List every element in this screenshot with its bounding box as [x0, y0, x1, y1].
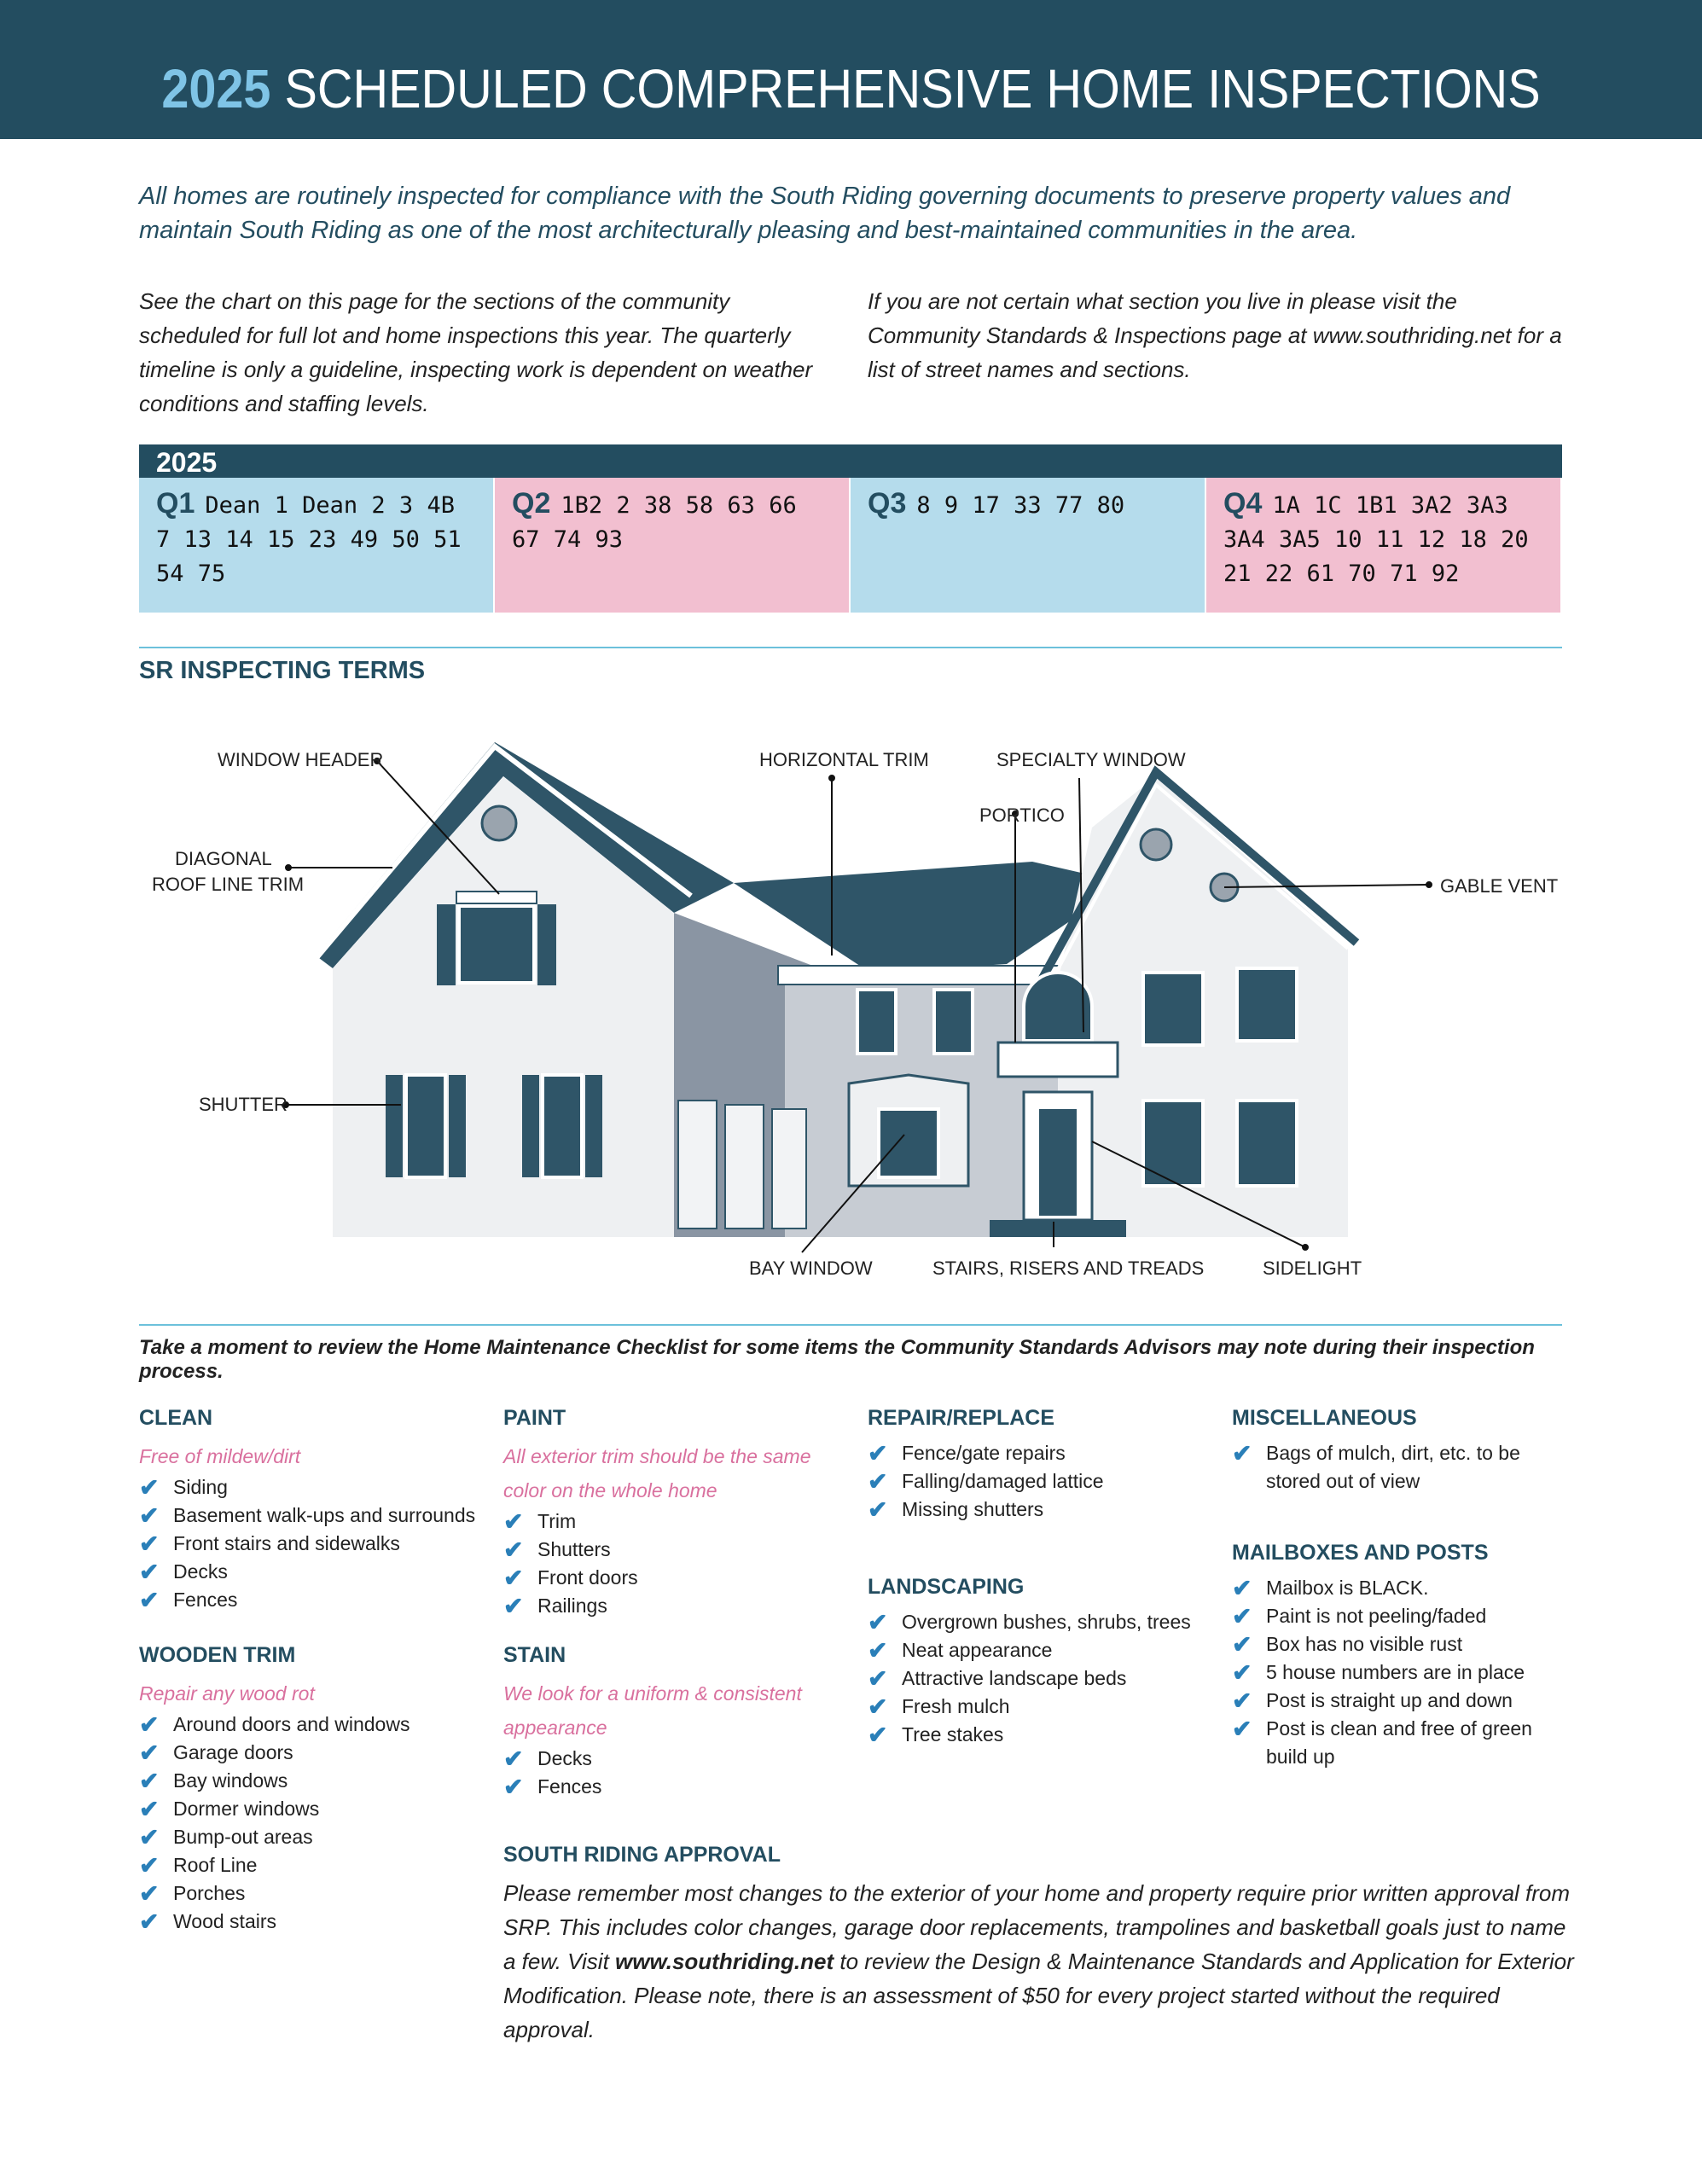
repair-section	[868, 1406, 1209, 1524]
quarter-cell-q4	[1206, 478, 1560, 613]
list-item: ✔ Front doors	[503, 1565, 638, 1591]
list-item: ✔ Railings	[503, 1593, 607, 1619]
check-icon: ✔	[868, 1609, 888, 1635]
list-item: ✔ Neat appearance	[868, 1637, 1053, 1664]
list-item: ✔ Mailbox is BLACK.	[1232, 1575, 1429, 1601]
list-item: ✔ Bump-out areas	[139, 1824, 313, 1850]
checklist	[868, 1439, 1209, 1524]
house-illustration	[137, 725, 1587, 1288]
list-item: ✔ Garage doors	[139, 1740, 293, 1766]
section-title: CLEAN	[139, 1406, 213, 1430]
list-item: ✔ Post is straight up and down	[1232, 1687, 1513, 1714]
section-note: We look for a uniform & consistent appearance	[503, 1682, 802, 1739]
list-item: ✔ Missing shutters	[868, 1496, 1044, 1523]
quarter-sections: 8 9 17 33 77 80	[916, 492, 1125, 519]
label-sidelight: SIDELIGHT	[1263, 1258, 1362, 1279]
quarter-sections: Dean 1 Dean 2 3 4B 7 13 14 15 23 49 50 51 54 75	[156, 492, 462, 587]
check-icon: ✔	[139, 1796, 160, 1822]
website-link[interactable]: www.southriding.net	[615, 1949, 834, 1974]
quarter-label: Q2	[512, 487, 551, 520]
section-note: Repair any wood rot	[139, 1682, 315, 1705]
checklist	[139, 1711, 480, 1936]
label-stairs: STAIRS, RISERS AND TREADS	[932, 1258, 1205, 1279]
check-icon: ✔	[139, 1852, 160, 1879]
schedule-header	[139, 444, 1562, 478]
check-icon: ✔	[503, 1536, 524, 1563]
clean-section	[139, 1406, 480, 1614]
quarter-cell-q3	[851, 478, 1205, 613]
checklist	[1232, 1574, 1573, 1771]
wooden-trim-section	[139, 1643, 480, 1936]
check-icon: ✔	[139, 1474, 160, 1501]
quarter-cell-q2	[495, 478, 849, 613]
approval-text: Please remember most changes to the exterior of your home and property require prior written approval from SRP. This includes color changes, garage door replacements, trampolines and basketball goals just to name a few. Visit www.southriding.net to review the Design & Maintenance Standards and Application for Exterior Modification. Please note, there is an assessment of $50 for every project started without the required approval.	[503, 1880, 1574, 2042]
list-item: ✔ Porches	[139, 1880, 246, 1907]
section-lookup-note: If you are not certain what section you live in please visit the Community Standards & Inspections page at www.southriding.net for a list of street names and sections.	[868, 288, 1562, 382]
quarter-cell-q1	[139, 478, 493, 613]
schedule-explanation: See the chart on this page for the sections of the community scheduled for full lot and home inspections this year. The quarterly timeline is only a guideline, inspecting work is dependent on weather conditions and staffing levels.	[139, 288, 813, 416]
checklist	[503, 1745, 828, 1801]
check-icon: ✔	[1232, 1631, 1252, 1658]
approval-section	[503, 1843, 1578, 2047]
list-item: ✔ Wood stairs	[139, 1908, 277, 1935]
checklist-intro: Take a moment to review the Home Maintenance Checklist for some items the Community Standards Advisors may note during their inspection process.	[139, 1336, 1535, 1383]
list-item: ✔ Shutters	[503, 1536, 611, 1563]
checklist	[139, 1473, 480, 1614]
list-item: ✔ Attractive landscape beds	[868, 1665, 1127, 1692]
list-item: ✔ Dormer windows	[139, 1796, 320, 1822]
list-item: ✔ Decks	[139, 1559, 228, 1585]
check-icon: ✔	[139, 1740, 160, 1766]
checklist	[868, 1608, 1209, 1749]
label-diagonal: DIAGONAL	[175, 848, 272, 869]
section-note: Free of mildew/dirt	[139, 1445, 301, 1467]
section-title: MISCELLANEOUS	[1232, 1406, 1417, 1430]
label-bay-window: BAY WINDOW	[749, 1258, 873, 1279]
check-icon: ✔	[503, 1774, 524, 1800]
intro-paragraph: All homes are routinely inspected for compliance with the South Riding governing documents to preserve property values and maintain South Riding as one of the most architecturally pleasing and best-maintained communities in the area.	[139, 183, 1511, 244]
label-gable-vent: GABLE VENT	[1440, 875, 1559, 897]
quarter-label: Q4	[1223, 487, 1263, 520]
check-icon: ✔	[503, 1508, 524, 1535]
landscaping-section	[868, 1575, 1209, 1749]
section-note: All exterior trim should be the same color on the whole home	[503, 1445, 811, 1502]
list-item: ✔ Box has no visible rust	[1232, 1631, 1463, 1658]
list-item: ✔ Roof Line	[139, 1852, 258, 1879]
section-title: MAILBOXES AND POSTS	[1232, 1541, 1489, 1565]
section-title: LANDSCAPING	[868, 1575, 1025, 1599]
quarter-label: Q1	[156, 487, 195, 520]
paint-section	[503, 1406, 828, 1620]
check-icon: ✔	[1232, 1603, 1252, 1629]
label-specialty-window: SPECIALTY WINDOW	[996, 749, 1186, 770]
list-item: ✔ Overgrown bushes, shrubs, trees	[868, 1609, 1191, 1635]
check-icon: ✔	[139, 1559, 160, 1585]
list-item: ✔ Siding	[139, 1474, 228, 1501]
list-item: ✔ Post is clean and free of green build up	[1232, 1716, 1532, 1768]
check-icon: ✔	[868, 1722, 888, 1748]
check-icon: ✔	[868, 1637, 888, 1664]
inspecting-terms-title: SR INSPECTING TERMS	[139, 657, 426, 684]
list-item: ✔ Fence/gate repairs	[868, 1440, 1066, 1467]
section-title: WOODEN TRIM	[139, 1643, 296, 1667]
list-item: ✔ Fences	[503, 1774, 602, 1800]
check-icon: ✔	[868, 1468, 888, 1495]
approval-title: SOUTH RIDING APPROVAL	[503, 1843, 781, 1867]
section-title: PAINT	[503, 1406, 566, 1430]
check-icon: ✔	[139, 1824, 160, 1850]
quarter-sections: 1A 1C 1B1 3A2 3A3 3A4 3A5 10 11 12 18 20 21 22 61 70 71 92	[1223, 492, 1529, 587]
label-portico: PORTICO	[979, 804, 1065, 826]
check-icon: ✔	[139, 1768, 160, 1794]
list-item: ✔ Bags of mulch, dirt, etc. to be stored out of view	[1232, 1440, 1520, 1492]
misc-section	[1232, 1406, 1573, 1496]
checklist	[1232, 1439, 1573, 1496]
check-icon: ✔	[1232, 1575, 1252, 1601]
list-item: ✔ Paint is not peeling/faded	[1232, 1603, 1487, 1629]
check-icon: ✔	[868, 1496, 888, 1523]
list-item: ✔ Tree stakes	[868, 1722, 1004, 1748]
checklist	[503, 1507, 828, 1620]
check-icon: ✔	[1232, 1687, 1252, 1714]
list-item: ✔ Around doors and windows	[139, 1711, 410, 1738]
section-title: STAIN	[503, 1643, 566, 1667]
title-year: 2025	[161, 58, 271, 119]
title-text: SCHEDULED COMPREHENSIVE HOME INSPECTIONS	[284, 58, 1541, 119]
section-title: REPAIR/REPLACE	[868, 1406, 1055, 1430]
check-icon: ✔	[139, 1531, 160, 1557]
check-icon: ✔	[868, 1440, 888, 1467]
list-item: ✔ Decks	[503, 1745, 592, 1772]
divider	[139, 647, 1562, 648]
check-icon: ✔	[139, 1502, 160, 1529]
list-item: ✔ Trim	[503, 1508, 577, 1535]
label-horizontal-trim: HORIZONTAL TRIM	[759, 749, 929, 770]
check-icon: ✔	[503, 1565, 524, 1591]
list-item: ✔ Basement walk-ups and surrounds	[139, 1502, 476, 1529]
label-roof-line-trim: ROOF LINE TRIM	[152, 874, 305, 895]
quarter-sections: 1B2 2 38 58 63 66 67 74 93	[512, 492, 797, 553]
list-item: ✔ Fences	[139, 1587, 238, 1613]
list-item: ✔ Bay windows	[139, 1768, 288, 1794]
list-item: ✔ Front stairs and sidewalks	[139, 1531, 400, 1557]
list-item: ✔ Fresh mulch	[868, 1693, 1010, 1720]
check-icon: ✔	[503, 1745, 524, 1772]
list-item: ✔ 5 house numbers are in place	[1232, 1659, 1525, 1686]
page-title	[85, 58, 1618, 119]
check-icon: ✔	[868, 1665, 888, 1692]
mailboxes-section	[1232, 1541, 1573, 1771]
check-icon: ✔	[139, 1880, 160, 1907]
label-shutter: SHUTTER	[199, 1094, 288, 1115]
check-icon: ✔	[139, 1908, 160, 1935]
stain-section	[503, 1643, 828, 1801]
check-icon: ✔	[868, 1693, 888, 1720]
quarter-label: Q3	[868, 487, 907, 520]
list-item: ✔ Falling/damaged lattice	[868, 1468, 1104, 1495]
divider	[139, 1324, 1562, 1326]
check-icon: ✔	[1232, 1440, 1252, 1467]
check-icon: ✔	[139, 1587, 160, 1613]
check-icon: ✔	[1232, 1716, 1252, 1742]
check-icon: ✔	[139, 1711, 160, 1738]
check-icon: ✔	[503, 1593, 524, 1619]
label-window-header: WINDOW HEADER	[218, 749, 384, 770]
check-icon: ✔	[1232, 1659, 1252, 1686]
schedule-year: 2025	[156, 447, 218, 478]
